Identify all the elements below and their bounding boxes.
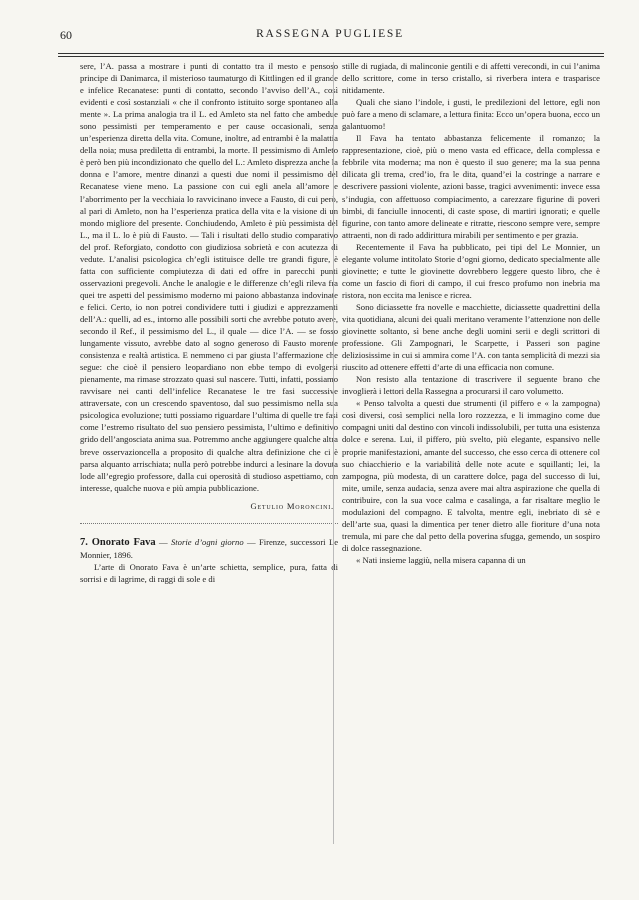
left-paragraph-1: sere, l’A. passa a mostrare i punti di contatto tra il mesto e pensoso principe di Danimarca, il misterioso taumaturgo di Kittlingen ed il grande e infelice Recanatese: punti di contatto, secondo l’avviso dell’A., così evidenti e così sostanziali « che il confronto istituito sorge spontaneo alla mente ». La prima analogia tra il L. ed Amleto sta nel fatto che ambedue sono pessimisti per temperamento e per cause occasionali, senza un’esperienza diretta della vita. Comune, inoltre, ad entrambi è la malattia della noia; musa prediletta di entrambi, la morte. Il pessimismo di Amleto è però ben più incondizionato che quello del L.: Amleto disprezza anche la donna e l’amore, mentre dinanzi a questi due nomi il pessimismo del Recanatese viene meno. La passione con cui egli anela all’amore e l’aborrimento per la vecchiaia lo ravvicinano invece a Fausto, di cui però, al pari di Amleto, non ha l’esperienza pratica della vita e la visione di un mondo migliore del presente. Conchiudendo, Amleto è più pessimista del L., ma il L. lo è più di Fausto. — Tali i risultati dello studio comparativo del prof. Reforgiato, condotto con giudiziosa sobrietà e con acutezza di vedute. L’analisi psicologica ch’egli istituisce delle tre grandi figure, è fatta con sufficiente compiutezza di dati ed offre in parecchi punti osservazioni pregevoli. Anche le analogie e le differenze ch’egli rileva fra quei tre aspetti del pessimismo moderno mi paiono abbastanza indovinate e felici. Certo, io non potrei condividere tutti i giudizi e apprezzamenti dell’A.: quelli, ad es., intorno alle possibili sorti che avrebbe potuto avere, secondo il Ref., il pessimismo del L., il quale — dice l’A. — se fosso lungamente vissuto, avrebbe dato al sogno generoso di Fausto morente consistenza e realtà artistica. E nemmeno ci par giusta l’affermazione che segue: che cioè il pensiero leopardiano non ebbe tempo di evolgersi pienamente, ma rimase strozzato quasi sul nascere. Tutti, infatti, possiamo ravvisare nei canti dell’infelice Recanatese le tre fasi successive attraversate, con un crescendo spaventoso, dal suo pessimismo nella sua psicologica evoluzione; tutti possiamo riguardare l’ultima di quelle tre fasi come l’estremo risultato del suo pensiero pessimista, l’ultimo e definitivo grido dell’angosciata anima sua. Potremmo anche aggiungere qualche altra breve osservazioncella a proposito di qualche altra definizione che ci è parsa alquanto arrischiata; nulla però potrebbe indurci a lesinare la dovuta lode all’egregio professore, dalla cui operosità di studioso aspettiamo, con interesse, qualche nuova e più ampia pubblicazione.: [80, 61, 338, 493]
review-title: 7. Onorato Fava: [80, 536, 156, 548]
right-paragraph-1: stille di rugiada, di malinconie gentili e di affetti verecondi, in cui l’anima dello scrittore, come in terso cristallo, si riverbera intera e trasparisce nitidamente.: [342, 61, 600, 96]
section-divider: [80, 523, 338, 524]
page-number: 60: [60, 28, 72, 42]
header-rule: [58, 53, 604, 57]
review-publisher: — Firenze, successori Le Monnier, 1896.: [80, 536, 339, 560]
author-signature: Getulio Moroncini.: [250, 500, 334, 511]
review-heading: 7. Onorato Fava — Storie d’ogni giorno — Firenze, successori Le Monnier, 1896.: [80, 536, 339, 560]
right-paragraph-4: Recentemente il Fava ha pubblicato, pei tipi del Le Monnier, un elegante volume intitolato Storie d’ogni giorno, dedicato specialmente alle giovinette; e tutte le giovinette dovrebbero leggere questo libro, che è come un fascio di fiori di campo, il cui fresco profumo non inebria ma ristora, non eccita ma lenisce e ricrea.: [342, 241, 600, 300]
review-book-title: Storie d’ogni giorno: [171, 536, 244, 547]
review-opening: L’arte di Onorato Fava è un’arte schietta, semplice, pura, fatta di sorrisi e di lagrime, di raggi di sole e di: [80, 561, 338, 584]
running-title: RASSEGNA PUGLIESE: [256, 28, 404, 40]
right-quotation: « Penso talvolta a questi due strumenti (il piffero e « la zampogna) così diversi, così semplici nella loro rozzezza, e li immagino come due compagni uniti dal destino con vincoli indissolubili, per tutta una esistenza dolce e serena. Lui, il piffero, più svelto, più elegante, espansivo nelle proprie manifestazioni, amante del successo, che esso cerca di ottenere col suo chiacchierio e la variabilità delle note acute e squillanti; lei, la zampogna, più modesta, di un carattere dolce, paga del successo di lui, mite, umile, senza audacia, senza avere mai altra aspirazione che quella di contribuire, con la sua voce calma e casalinga, a far risaltare meglio le modulazioni del compagno. E talvolta, mentre egli, inebriato di sè e dell’arte sua, quasi la dimentica per tener dietro alle fioriture d’una nota tremula, mi pare che dal petto della poverina sfugga, gemendo, un sospiro di dolce rassegnazione.: [342, 398, 600, 553]
right-paragraph-6: Non resisto alla tentazione di trascrivere il seguente brano che invoglierà i lettori della Rassegna a procurarsi il caro volumetto.: [342, 374, 600, 397]
right-paragraph-3: Il Fava ha tentato abbastanza felicemente il romanzo; la rappresentazione, cioè, più o meno vasta ed efficace, della complessa e febbrile vita moderna; ma non è questo il suo genere; ma la sua penna dilicata gli trema, cred’io, fra le dita, quand’ei la costringe a narrare e descrivere passioni violente, azioni basse, tragici avvenimenti: invece essa s’indugia, con affettuoso compiacimento, a carezzare figurine di poveri bimbi, di fanciulle innocenti, di caste spose, di martiri ignorati; e quelle figurine, con tanto amore delineate e ritratte, riescono sempre vere, sempre attraenti, non di rado addirittura mirabili per sentimento e per grazia.: [342, 133, 600, 240]
page-header: [60, 28, 600, 48]
column-divider: [333, 62, 334, 844]
left-column: [80, 60, 338, 585]
right-paragraph-8: « Nati insieme laggiù, nella misera capanna di un: [356, 554, 526, 565]
right-paragraph-5: Sono diciassette fra novelle e macchiette, diciassette quadrettini della vita quotidiana, alcuni dei quali meritano veramente l’attenzione non delle giovinette soltanto, sì bene anche degli uomini serii e degli scrittori di professione. Gli Zampognari, le Scarpette, i Passeri son pagine deliziosissime in cui si ammira come l’A. con tanta semplicità di mezzi sia riuscito ad ottenere effetti d’arte di una efficacia non comune.: [342, 301, 600, 373]
right-paragraph-2: Quali che siano l’indole, i gusti, le predilezioni del lettore, egli non può fare a meno di sclamare, a lettura finita: Ecco un’opera buona, ecco un galantuomo!: [342, 97, 600, 132]
right-column: [342, 60, 600, 566]
